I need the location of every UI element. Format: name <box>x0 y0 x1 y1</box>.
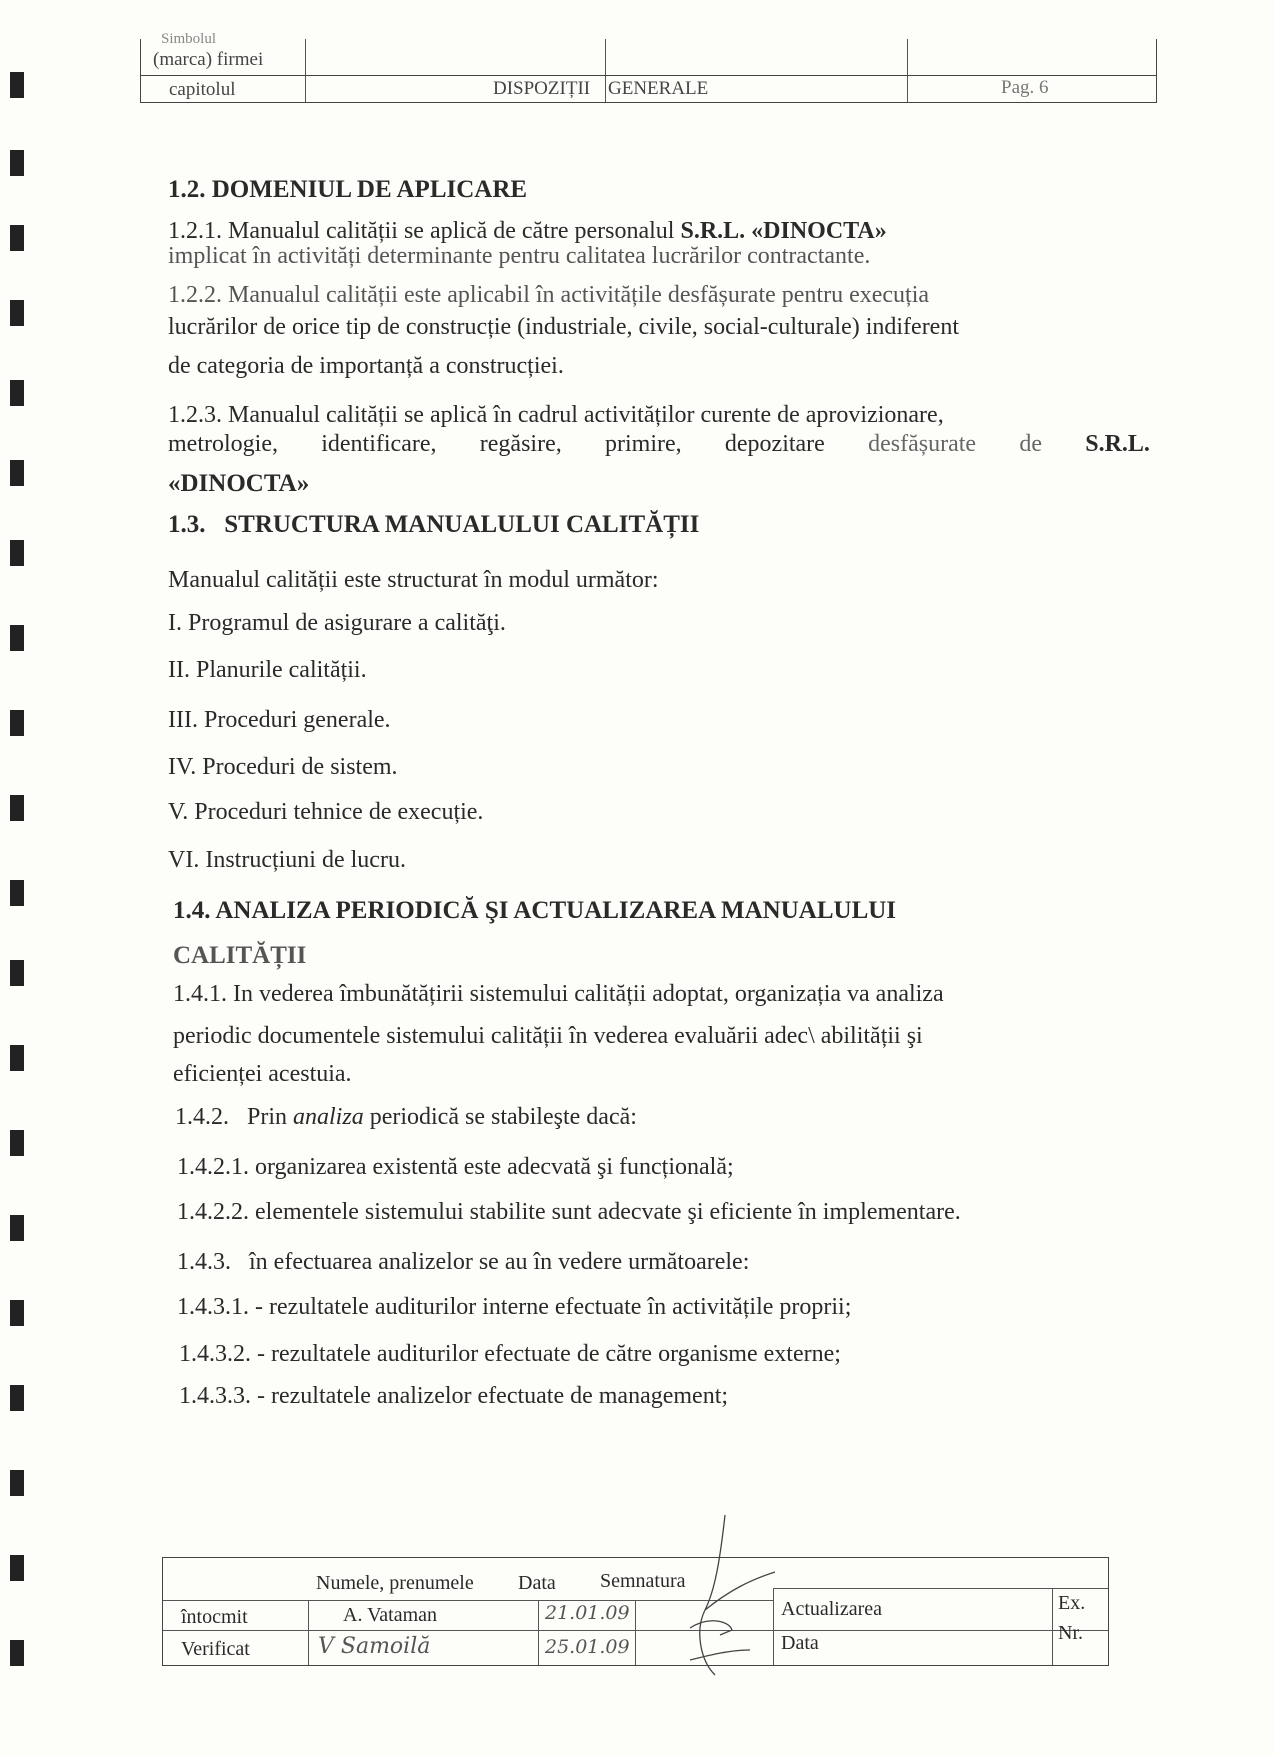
company-name: S.R.L. <box>1085 431 1150 457</box>
chapter-title-b: GENERALE <box>608 78 709 99</box>
update-label: Actualizarea <box>781 1598 883 1620</box>
para-1-4-3-1: 1.4.3.1. - rezultatele auditurilor interne efectuate în activitățile proprii; <box>177 1294 852 1320</box>
word: regăsire, <box>479 431 562 457</box>
signature-icon <box>660 1510 810 1680</box>
para-1-2-2-line2: lucrărilor de orice tip de construcție (industriale, civile, social-culturale) indiferent <box>168 314 960 340</box>
ex-label: Ex. <box>1058 1592 1086 1614</box>
structure-intro: Manualul calității este structurat în modul următor: <box>168 567 659 593</box>
section-1-4-title-line2: CALITĂȚII <box>173 942 307 969</box>
para-1-2-3-line3: «DINOCTA» <box>168 470 310 497</box>
col-sign-header: Semnatura <box>600 1570 686 1592</box>
para-1-2-2-line3: de categoria de importanță a construcției. <box>168 353 564 379</box>
brand-label: (marca) firmei <box>153 49 264 70</box>
para-1-2-1-line1 <box>168 218 887 245</box>
para-1-4-1-line1: 1.4.1. In vederea îmbunătățirii sistemului calității adoptat, organizația va analiza <box>173 981 944 1007</box>
para-1-2-2-line1: 1.2.2. Manualul calității este aplicabil în activitățile desfășurate pentru execuția <box>168 282 930 308</box>
approval-table <box>162 1557 1109 1666</box>
row-verificat-date: 25.01.09 <box>545 1636 630 1658</box>
row-intocmit-label: întocmit <box>181 1606 248 1628</box>
text: 1.4.2. Prin <box>175 1104 294 1130</box>
structure-item: III. Proceduri generale. <box>168 707 391 733</box>
para-1-4-3-2: 1.4.3.2. - rezultatele auditurilor efectuate de către organisme externe; <box>179 1341 841 1367</box>
page-number: Pag. 6 <box>1001 77 1049 98</box>
section-1-4-title-line1: 1.4. ANALIZA PERIODICĂ ŞI ACTUALIZAREA MANUALULUI <box>173 897 897 924</box>
para-1-2-3-line2 <box>168 431 1150 458</box>
structure-item: I. Programul de asigurare a calităţi. <box>168 610 506 636</box>
col-name-header: Numele, prenumele <box>316 1572 474 1594</box>
col-date-header: Data <box>518 1572 556 1594</box>
word: metrologie, <box>168 431 278 457</box>
date-label: Data <box>781 1632 819 1654</box>
para-1-4-2-1: 1.4.2.1. organizarea existentă este adecvată şi funcțională; <box>177 1154 734 1180</box>
row-verificat-label: Verificat <box>181 1638 250 1660</box>
text: periodică se stabileşte dacă: <box>363 1104 637 1130</box>
nr-label: Nr. <box>1058 1622 1083 1644</box>
section-1-2-title: 1.2. DOMENIUL DE APLICARE <box>168 176 528 203</box>
structure-item: II. Planurile calității. <box>168 657 367 683</box>
header-table <box>140 31 1157 103</box>
header-cut-text: Simbolul <box>161 31 217 47</box>
chapter-label: capitolul <box>169 79 236 100</box>
word: depozitare <box>724 431 825 457</box>
para-1-4-1-line2: periodic documentele sistemului calității în vederea evaluării adec\ abilității şi <box>173 1023 923 1049</box>
para-1-4-1-line3: eficienței acestuia. <box>173 1061 352 1087</box>
company-name: S.R.L. «DINOCTA» <box>680 218 887 244</box>
para-1-4-2-2: 1.4.2.2. elementele sistemului stabilite sunt adecvate şi eficiente în implementare. <box>177 1199 961 1225</box>
text: 1.2.1. Manualul calității se aplică de către personalul <box>168 218 675 244</box>
para-1-2-3-line1: 1.2.3. Manualul calității se aplică în cadrul activităților curente de aprovizionare, <box>168 402 944 428</box>
structure-item: V. Proceduri tehnice de execuție. <box>168 799 484 825</box>
section-1-3-title: 1.3. STRUCTURA MANUALULUI CALITĂȚII <box>168 511 700 538</box>
row-intocmit-name: A. Vataman <box>343 1604 438 1626</box>
structure-item: VI. Instrucțiuni de lucru. <box>168 847 406 873</box>
para-1-4-3-3: 1.4.3.3. - rezultatele analizelor efectuate de management; <box>179 1383 729 1409</box>
para-1-4-3: 1.4.3. în efectuarea analizelor se au în vedere următoarele: <box>177 1249 750 1275</box>
word: primire, <box>604 431 682 457</box>
row-intocmit-date: 21.01.09 <box>545 1602 630 1624</box>
word: de <box>1019 431 1042 457</box>
para-1-2-1-line2: implicat în activități determinante pentru calitatea lucrărilor contractante. <box>168 243 871 269</box>
structure-item: IV. Proceduri de sistem. <box>168 754 398 780</box>
para-1-4-2 <box>175 1104 637 1131</box>
word: identificare, <box>321 431 437 457</box>
emphasis: analiza <box>293 1104 364 1130</box>
row-verificat-name: V Samoilă <box>318 1634 431 1659</box>
chapter-title-a: DISPOZIȚII <box>493 78 591 99</box>
word: desfășurate <box>868 431 977 457</box>
